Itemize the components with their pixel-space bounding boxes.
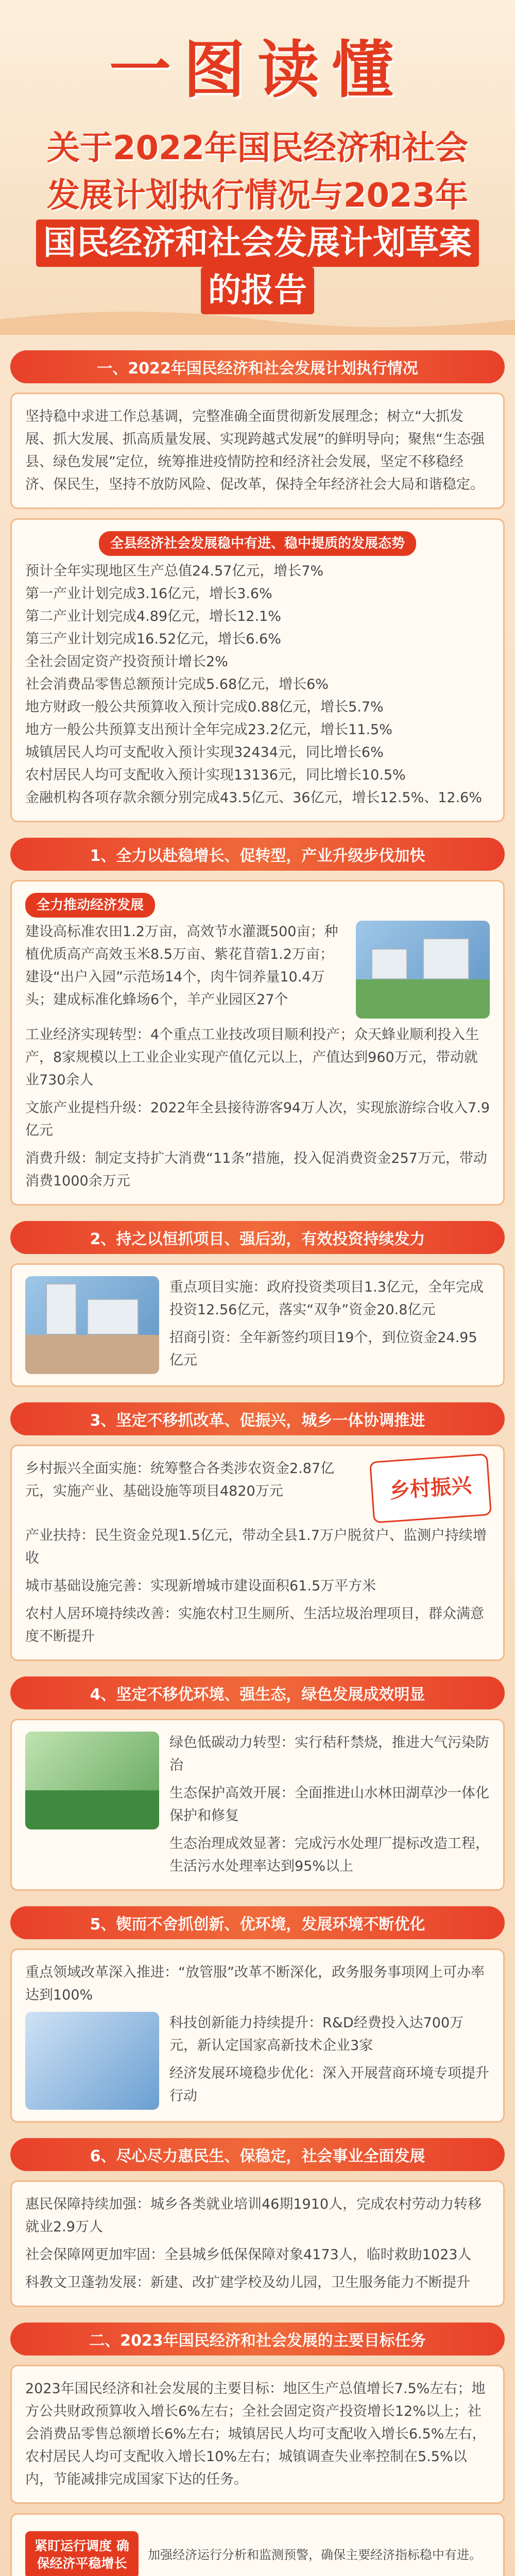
- section-6-title: 5、锲而不舍抓创新、优环境，发展环境不断优化: [10, 1906, 505, 1939]
- section-3-content: [10, 1263, 505, 1387]
- indicator-line: 金融机构各项存款余额分别完成43.5亿元、36亿元，增长12.5%、12.6%: [25, 790, 483, 806]
- report-title: [15, 125, 500, 314]
- section-4-text-2: 产业扶持：民生资金兑现1.5亿元，带动全县1.7万户脱贫户、监测户持续增收: [25, 1528, 487, 1566]
- task-text: 加强经济运行分析和监测预警，确保主要经济指标稳中有进。: [148, 2548, 482, 2562]
- task-item: [25, 2531, 490, 2576]
- page-header: [0, 0, 515, 335]
- section-1-intro: [10, 393, 505, 509]
- section-3-lines: [169, 1276, 490, 1372]
- section-7-text-1: 惠民保障持续加强：城乡各类就业培训46期1910人，完成农村劳动力转移就业2.9万人: [25, 2196, 482, 2235]
- section-2-subheading: 全力推动经济发展: [25, 893, 155, 918]
- title-line-4-text: 的报告: [201, 267, 314, 314]
- section-6-content: [10, 1948, 505, 2123]
- indicator-line: 第三产业计划完成16.52亿元，增长6.6%: [25, 631, 281, 647]
- section-4-text-1: 乡村振兴全面实施：统筹整合各类涉农资金2.87亿元，实施产业、基础设施等项目4820万元: [25, 1461, 335, 1499]
- section-3-text-1: 重点项目实施：政府投资类项目1.3亿元，全年完成投资12.56亿元，落实“双争”资金20.8亿元: [169, 1279, 484, 1318]
- section-2-content: [10, 880, 505, 1206]
- section-5-text-3: 生态治理成效显著：完成污水处理厂提标改造工程，生活污水处理率达到95%以上: [169, 1836, 489, 1874]
- section-6-text-3: 经济发展环境稳步优化：深入开展营商环境专项提升行动: [169, 2065, 489, 2104]
- construction-building: [46, 1283, 77, 1335]
- farm-building: [371, 948, 407, 979]
- section-8-intro: [10, 2365, 505, 2504]
- section-3-row: [25, 1276, 490, 1374]
- header-wave-decoration: [0, 304, 515, 335]
- section-1-intro-text: 坚持稳中求进工作总基调，完整准确全面贯彻新发展理念；树立“大抓发展、抓大发展、抓高质量发展、实现跨越式发展”的鲜明导向；聚焦“生态强县、绿色发展”定位，统筹推进疫情防控和经济社会发展，坚定不移稳经济、保民生，坚持不放防风险、促改革，保持全年经济社会大局和谐稳定。: [25, 409, 485, 493]
- section-4-text-4: 农村人居环境持续改善：实施农村卫生厕所、生活垃圾治理项目，群众满意度不断提升: [25, 1606, 484, 1645]
- section-1-indicators: [10, 518, 505, 822]
- section-6-row: [25, 2012, 490, 2110]
- indicator-line: 预计全年实现地区生产总值24.57亿元，增长7%: [25, 563, 324, 579]
- section-2-text-2: 工业经济实现转型：4个重点工业技改项目顺利投产；众天蜂业顺利投入生产，8家规模以上工业企业实现产值亿元以上，产值达到960万元，带动就业730余人: [25, 1027, 479, 1088]
- section-2-text-4: 消费升级：制定支持扩大消费“11条”措施，投入促消费资金257万元，带动消费1000余万元: [25, 1150, 487, 1189]
- section-5-title: 4、坚定不移优环境、强生态，绿色发展成效明显: [10, 1676, 505, 1709]
- section-7-content: [10, 2180, 505, 2307]
- section-5-text-2: 生态保护高效开展：全面推进山水林田湖草沙一体化保护和修复: [169, 1785, 489, 1824]
- tech-illustration: [25, 2012, 159, 2110]
- farm-illustration: [356, 921, 490, 1019]
- section-2-row: [25, 921, 490, 1019]
- section-6-lines: [169, 2012, 490, 2108]
- construction-ground: [25, 1335, 159, 1374]
- section-5-text-1: 绿色低碳动力转型：实行秸秆禁烧，推进大气污染防治: [169, 1735, 489, 1773]
- section-1-title: 一、2022年国民经济和社会发展计划执行情况: [10, 350, 505, 383]
- section-8-tasks: [10, 2513, 505, 2576]
- section-3-title: 2、持之以恒抓项目、强后劲，有效投资持续发力: [10, 1221, 505, 1254]
- rural-revitalization-logo: 乡村振兴: [369, 1453, 492, 1523]
- title-line-3-text: 国民经济和社会发展计划草案: [36, 219, 479, 267]
- indicator-line: 地方一般公共预算支出预计全年完成23.2亿元，增长11.5%: [25, 722, 392, 738]
- section-6-text-1: 重点领域改革深入推进：“放管服”改革不断深化，政务服务事项网上可办率达到100%: [25, 1964, 485, 2003]
- indicator-line: 农村居民人均可支配收入预计实现13136元，同比增长10.5%: [25, 767, 406, 783]
- section-8-title: 二、2023年国民经济和社会发展的主要目标任务: [10, 2323, 505, 2355]
- farm-ground: [356, 979, 490, 1019]
- main-title: 一图读懂: [109, 33, 406, 106]
- indicator-line: 社会消费品零售总额预计完成5.68亿元，增长6%: [25, 676, 329, 692]
- indicators-heading: 全县经济社会发展稳中有进、稳中提质的发展态势: [99, 531, 416, 556]
- construction-illustration: [25, 1276, 159, 1374]
- section-2-title: 1、全力以赴稳增长、促转型，产业升级步伐加快: [10, 838, 505, 871]
- section-4-text-3: 城市基础设施完善：实现新增城市建设面积61.5万平方米: [25, 1578, 376, 1594]
- title-line-2: 发展计划执行情况与2023年: [46, 177, 469, 215]
- title-line-1: 关于2022年国民经济和社会: [46, 129, 469, 167]
- section-4-title: 3、坚定不移抓改革、促振兴，城乡一体协调推进: [10, 1402, 505, 1435]
- section-7-text-3: 科教文卫蓬勃发展：新建、改扩建学校及幼儿园，卫生服务能力不断提升: [25, 2275, 470, 2291]
- green-illustration: [25, 1732, 159, 1829]
- indicator-line: 地方财政一般公共预算收入预计完成0.88亿元，增长5.7%: [25, 699, 384, 715]
- title-line-3: [15, 219, 500, 267]
- section-5-content: [10, 1719, 505, 1891]
- indicator-line: 全社会固定资产投资预计增长2%: [25, 654, 228, 670]
- section-6-text-2: 科技创新能力持续提升：R&D经费投入达700万元，新认定国家高新技术企业3家: [169, 2015, 464, 2054]
- section-3-text-2: 招商引资：全年新签约项目19个，到位资金24.95亿元: [169, 1330, 477, 1368]
- section-2-text-1: 建设高标准农田1.2万亩，高效节水灌溉500亩；种植优质高产高效玉米8.5万亩、紫花苜蓿1.2万亩；建设“出户入园”示范场14个，肉牛饲养量10.4万头；建成标准化蜂场6个，羊产业园区27个: [25, 924, 338, 1008]
- section-2-text-3: 文旅产业提档升级：2022年全县接待游客94万人次，实现旅游综合收入7.9亿元: [25, 1100, 490, 1139]
- section-5-lines: [169, 1732, 490, 1878]
- section-7-text-2: 社会保障网更加牢固：全县城乡低保保障对象4173人，临时救助1023人: [25, 2247, 472, 2263]
- task-tag: 紧盯运行调度 确保经济平稳增长: [25, 2531, 139, 2576]
- section-8-intro-text: 2023年国民经济和社会发展的主要目标：地区生产总值增长7.5%左右；地方公共财政预算收入增长6%左右；全社会固定资产投资增长12%以上；社会消费品零售总额增长6%左右；城镇居民人均可支配收入增长6.5%左右，农村居民人均可支配收入增长10%左右；城镇调查失业率控制在5.5%以内，节能减排完成国家下达的任务。: [25, 2381, 486, 2487]
- section-4-content: [10, 1445, 505, 1661]
- indicator-line: 第二产业计划完成4.89亿元，增长12.1%: [25, 608, 281, 624]
- green-ground: [25, 1790, 159, 1829]
- farm-building: [423, 938, 469, 979]
- construction-building: [87, 1299, 139, 1335]
- section-7-title: 6、尽心尽力惠民生、保稳定，社会事业全面发展: [10, 2138, 505, 2171]
- section-5-row: [25, 1732, 490, 1878]
- indicator-line: 城镇居民人均可支配收入预计实现32434元，同比增长6%: [25, 744, 384, 760]
- section-4-row: [25, 1458, 490, 1519]
- indicator-line: 第一产业计划完成3.16亿元，增长3.6%: [25, 586, 272, 602]
